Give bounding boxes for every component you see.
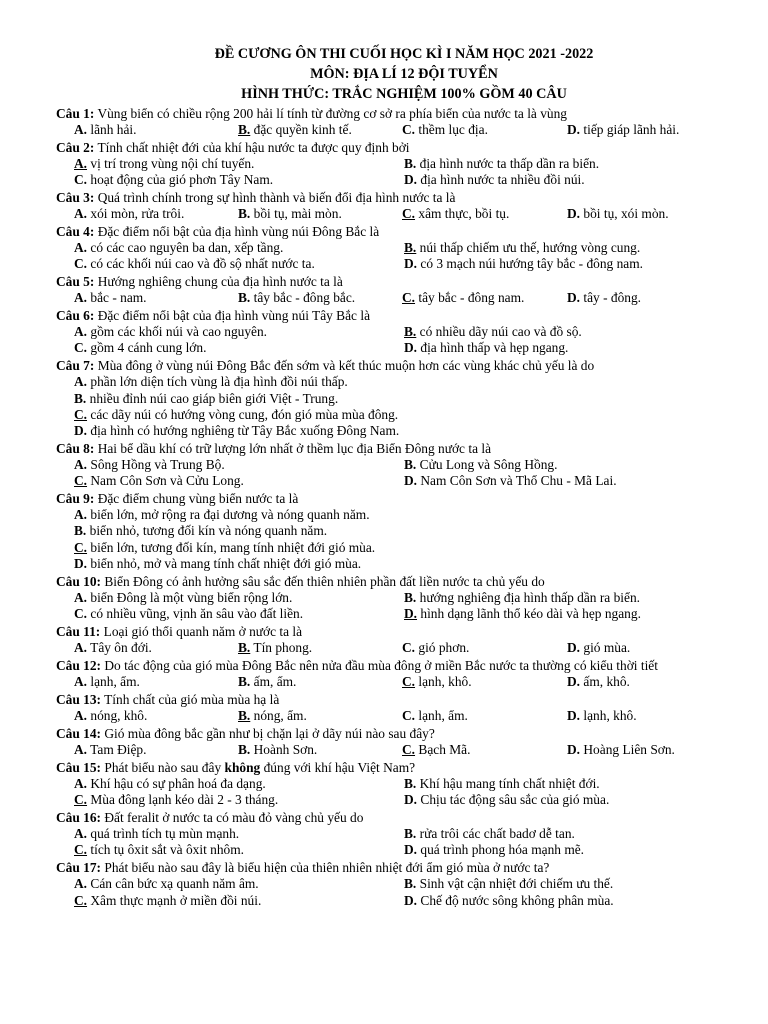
answer-option [567, 122, 722, 138]
answer-letter: B. [404, 776, 417, 792]
answer-letter: C. [402, 121, 416, 137]
question-text: Hai bể dầu khí có trữ lượng lớn nhất ở thềm lục địa Biển Đông nước ta là [97, 440, 492, 456]
answer-option [238, 290, 402, 306]
answer-letter-correct: C. [402, 206, 416, 221]
answer-letter: B. [404, 876, 417, 892]
answer-letter: A. [74, 708, 88, 724]
answer-letter: A. [74, 290, 88, 306]
answer-letter: C. [74, 606, 88, 622]
answer-option [74, 507, 722, 523]
answer-option [404, 240, 722, 256]
answer-letter: D. [567, 290, 581, 306]
question-stem [56, 441, 722, 457]
answer-option [402, 122, 567, 138]
question-text: Đặc điểm nổi bật của địa hình vùng núi Tây Bắc là [97, 308, 371, 323]
answer-text: Sinh vật cận nhiệt đới chiếm ưu thế. [419, 876, 614, 892]
answer-option [567, 206, 722, 222]
answer-letter: A. [74, 457, 88, 473]
answer-text: thềm lục địa. [418, 121, 488, 137]
answer-text: nhiều đỉnh núi cao giáp biên giới Việt - Trung. [89, 390, 339, 406]
answer-option [404, 792, 722, 808]
answer-letter: B. [238, 674, 251, 690]
answer-option [74, 523, 722, 539]
answer-text: Hoành Sơn. [253, 742, 318, 758]
question-number: Câu 6: [56, 308, 95, 323]
answer-option [238, 708, 402, 724]
document-header [56, 44, 722, 104]
question-stem [56, 190, 722, 206]
answer-letter: B. [74, 523, 87, 539]
answer-letter: D. [567, 640, 581, 656]
answer-letter: A. [74, 507, 88, 523]
question-number: Câu 9: [56, 491, 95, 507]
answer-options [56, 640, 722, 656]
question-stem [56, 140, 722, 156]
answer-letter-correct: C. [74, 473, 88, 489]
question-text: Hướng nghiêng chung của địa hình nước ta là [97, 274, 343, 289]
answer-option [238, 742, 402, 758]
answer-letter: D. [404, 340, 418, 356]
answer-letter-correct: C. [74, 792, 88, 808]
question-item [56, 190, 722, 222]
answer-letter: A. [74, 121, 88, 137]
answer-options [56, 742, 722, 758]
answer-letter-correct: C. [74, 842, 88, 858]
question-item [56, 810, 722, 859]
question-number: Câu 10: [56, 573, 102, 589]
answer-text: ấm, khô. [583, 674, 630, 690]
answer-options [56, 122, 722, 138]
question-stem [56, 106, 722, 122]
question-number: Câu 12: [56, 657, 102, 673]
answer-text: Sông Hồng và Trung Bộ. [90, 457, 225, 473]
answer-letter: A. [74, 206, 88, 221]
answer-text: có các cao nguyên ba dan, xếp tầng. [90, 240, 284, 255]
answer-option [238, 122, 402, 138]
answer-option [74, 340, 404, 356]
answer-option [74, 473, 404, 489]
answer-option [404, 172, 722, 188]
question-number: Câu 1: [56, 105, 95, 121]
question-stem [56, 274, 722, 290]
question-item [56, 441, 722, 490]
question-item [56, 574, 722, 623]
answer-option [402, 290, 567, 306]
answer-text: Cán cân bức xạ quanh năm âm. [90, 876, 259, 892]
answer-text: tích tụ ôxit sắt và ôxit nhôm. [90, 842, 244, 858]
answer-letter-correct: B. [238, 121, 251, 137]
answer-text: tây bắc - đông bắc. [253, 290, 356, 306]
answer-text: lạnh, khô. [583, 708, 637, 724]
answer-letter: D. [567, 206, 581, 221]
header-format: HÌNH THỨC: TRẮC NGHIỆM 100% GỒM 40 CÂU [241, 86, 567, 102]
answer-letter: C. [402, 640, 416, 656]
answer-options [56, 826, 722, 858]
answer-text: Nam Côn Sơn và Thổ Chu - Mã Lai. [420, 473, 617, 489]
answer-letter-correct: B. [404, 240, 417, 255]
header-subject: MÔN: ĐỊA LÍ 12 ĐỘI TUYỂN [310, 66, 498, 82]
answer-letter-correct: C. [74, 539, 88, 555]
answer-option [238, 674, 402, 690]
answer-option [74, 290, 238, 306]
answer-option [404, 156, 722, 172]
answer-option [74, 391, 722, 407]
answer-letter: D. [404, 792, 418, 808]
answer-option [74, 156, 404, 172]
question-text: Gió mùa đông bắc gần như bị chặn lại ở dãy núi nào sau đây? [104, 725, 435, 741]
question-text: Tính chất của gió mùa mùa hạ là [104, 691, 280, 707]
question-item [56, 308, 722, 357]
answer-text: gồm các khối núi và cao nguyên. [90, 324, 268, 340]
answer-text: tây bắc - đông nam. [418, 290, 525, 306]
answer-option [402, 640, 567, 656]
answer-options [56, 776, 722, 808]
answer-letter-correct: B. [238, 640, 251, 656]
answer-text: gồm 4 cánh cung lớn. [90, 340, 207, 356]
answer-option [74, 457, 404, 473]
question-text: Mùa đông ở vùng núi Đông Bắc đến sớm và kết thúc muộn hơn các vùng khác chủ yếu là do [97, 358, 595, 374]
answer-option [404, 893, 722, 909]
question-text: Quá trình chính trong sự hình thành và biến đổi địa hình nước ta là [97, 189, 456, 205]
answer-text: gió phơn. [418, 640, 470, 656]
answer-letter: A. [74, 640, 88, 656]
question-number: Câu 15: [56, 759, 102, 775]
question-item [56, 106, 722, 138]
question-text: Đặc điểm chung vùng biển nước ta là [97, 491, 299, 507]
question-text: Loại gió thổi quanh năm ở nước ta là [103, 623, 303, 639]
answer-letter: D. [74, 555, 88, 571]
question-item [56, 224, 722, 273]
question-stem [56, 574, 722, 590]
answer-letter: B. [404, 826, 417, 842]
answer-text: nóng, khô. [90, 708, 148, 724]
question-item [56, 274, 722, 306]
answer-letter: A. [74, 876, 88, 892]
question-stem [56, 224, 722, 240]
answer-option [74, 423, 722, 439]
answer-text: tiếp giáp lãnh hải. [583, 121, 680, 137]
answer-text: Hoàng Liên Sơn. [583, 742, 675, 758]
answer-option [74, 556, 722, 572]
answer-text: phần lớn diện tích vùng là địa hình đồi núi thấp. [90, 374, 348, 390]
answer-option [404, 842, 722, 858]
answer-option [74, 172, 404, 188]
answer-text: hướng nghiêng địa hình thấp dần ra biển. [419, 589, 640, 605]
answer-letter: D. [404, 473, 418, 489]
question-stem [56, 308, 722, 324]
question-number: Câu 8: [56, 440, 95, 456]
answer-text: rửa trôi các chất badơ dễ tan. [419, 826, 575, 842]
answer-option [404, 826, 722, 842]
question-number: Câu 16: [56, 810, 102, 826]
answer-option [402, 206, 567, 222]
answer-text: biển lớn, tương đối kín, mang tính nhiệt đới gió mùa. [90, 539, 376, 555]
answer-text: nóng, ẩm. [253, 708, 307, 724]
question-text: Phát biểu nào sau đây [104, 759, 222, 775]
answer-letter: D. [567, 708, 581, 724]
answer-letter-correct: C. [402, 290, 416, 306]
answer-option [404, 324, 722, 340]
answer-letter-correct: C. [74, 892, 88, 908]
question-number: Câu 14: [56, 725, 102, 741]
answer-text: Tây ôn đới. [90, 640, 152, 656]
answer-text: địa hình nước ta thấp dần ra biển. [419, 155, 600, 171]
answer-option [404, 776, 722, 792]
question-number: Câu 5: [56, 274, 95, 289]
answer-options [56, 708, 722, 724]
answer-option [404, 876, 722, 892]
answer-option [74, 842, 404, 858]
answer-text: lãnh hải. [90, 121, 137, 137]
answer-letter: B. [404, 589, 417, 605]
answer-letter: A. [74, 240, 88, 255]
answer-text: Tín phong. [253, 640, 313, 656]
answer-text: Tam Điệp. [90, 742, 147, 758]
answer-option [74, 407, 722, 423]
answer-text: lạnh, ẩm. [90, 674, 140, 690]
answer-text: địa hình nước ta nhiều đồi núi. [420, 172, 585, 187]
question-stem [56, 760, 722, 776]
answer-letter: D. [404, 172, 418, 187]
answer-option [567, 290, 722, 306]
answer-text: hoạt động của gió phơn Tây Nam. [90, 172, 274, 187]
answer-text: biển nhỏ, mở và mang tính chất nhiệt đới gió mùa. [90, 555, 362, 571]
answer-letter-correct: A. [74, 155, 88, 171]
answer-text: Khí hậu mang tính chất nhiệt đới. [419, 776, 600, 792]
answer-text: Khí hậu có sự phân hoá đa dạng. [90, 776, 266, 792]
answer-letter: D. [567, 121, 581, 137]
question-item [56, 358, 722, 439]
question-text: Phát biểu nào sau đây là biểu hiện của thiên nhiên nhiệt đới ẩm gió mùa ở nước ta? [104, 860, 550, 876]
answer-text: bồi tụ, xói mòn. [583, 206, 669, 221]
answer-option [404, 590, 722, 606]
answer-option [74, 826, 404, 842]
question-text: Do tác động của gió mùa Đông Bắc nên nửa đầu mùa đông ở miền Bắc nước ta thường có kiểu thời tiết [104, 657, 658, 673]
question-number: Câu 2: [56, 139, 95, 155]
question-text: Đặc điểm nổi bật của địa hình vùng núi Đông Bắc là [97, 223, 380, 239]
answer-option [404, 473, 722, 489]
question-text: Biển Đông có ảnh hưởng sâu sắc đến thiên nhiên phần đất liền nước ta chủ yếu do [104, 573, 545, 589]
answer-option [74, 776, 404, 792]
answer-text: Bạch Mã. [418, 742, 471, 758]
answer-letter-correct: B. [238, 708, 251, 724]
question-stem [56, 726, 722, 742]
answer-letter: B. [404, 457, 417, 473]
question-text: Vùng biển có chiều rộng 200 hải lí tính từ đường cơ sở ra phía biển của nước ta là vùng [97, 105, 567, 121]
answer-option [404, 457, 722, 473]
question-stem [56, 624, 722, 640]
answer-text: đặc quyền kinh tế. [253, 121, 352, 137]
answer-letter: D. [567, 742, 581, 758]
answer-letter: D. [404, 842, 418, 858]
question-number: Câu 13: [56, 691, 102, 707]
answer-text: ấm, ẩm. [253, 674, 297, 690]
question-stem [56, 358, 722, 374]
answer-text: Nam Côn Sơn và Cửu Long. [90, 473, 244, 489]
question-number: Câu 11: [56, 623, 101, 639]
answer-letter: C. [74, 172, 88, 187]
question-stem [56, 810, 722, 826]
answer-option [567, 640, 722, 656]
answer-letter: A. [74, 674, 88, 690]
answer-option [74, 590, 404, 606]
answer-option [567, 674, 722, 690]
answer-letter-correct: B. [404, 324, 417, 340]
answer-text: biển lớn, mở rộng ra đại dương và nóng quanh năm. [90, 507, 370, 523]
answer-letter: D. [74, 423, 88, 439]
answer-letter: A. [74, 589, 88, 605]
answer-letter: B. [404, 155, 417, 171]
answer-letter: B. [238, 742, 251, 758]
answer-letter: D. [567, 674, 581, 690]
answer-option [74, 324, 404, 340]
answer-text: lạnh, ẩm. [418, 708, 468, 724]
answer-text: có nhiều dãy núi cao và đồ sộ. [419, 324, 582, 340]
answer-letter: C. [74, 256, 88, 272]
answer-letter: A. [74, 324, 88, 340]
answer-letter: B. [74, 390, 87, 406]
answer-text: Cửu Long và Sông Hồng. [419, 457, 558, 473]
answer-text: quá trình tích tụ mùn mạnh. [90, 826, 240, 842]
question-list [56, 106, 722, 909]
answer-option [238, 206, 402, 222]
question-item [56, 860, 722, 909]
answer-letter: C. [74, 340, 88, 356]
answer-text: xâm thực, bồi tụ. [418, 206, 510, 221]
answer-option [74, 876, 404, 892]
answer-text: bồi tụ, mài mòn. [253, 206, 342, 221]
question-text-emphasis: không [224, 759, 261, 775]
question-number: Câu 4: [56, 223, 95, 239]
question-item [56, 624, 722, 656]
answer-options [56, 457, 722, 489]
question-number: Câu 3: [56, 189, 95, 205]
answer-letter: A. [74, 374, 88, 390]
answer-text: Chế độ nước sông không phân mùa. [420, 892, 614, 908]
question-number: Câu 7: [56, 358, 95, 374]
answer-text: có các khối núi cao và đồ sộ nhất nước ta. [90, 256, 315, 272]
answer-letter: D. [404, 256, 418, 272]
answer-text: địa hình có hướng nghiêng từ Tây Bắc xuống Đông Nam. [90, 423, 400, 439]
answer-text: Xâm thực mạnh ở miền đồi núi. [90, 892, 262, 908]
answer-option [238, 640, 402, 656]
answer-option [74, 540, 722, 556]
answer-text: hình dạng lãnh thổ kéo dài và hẹp ngang. [420, 606, 641, 622]
answer-option [402, 708, 567, 724]
question-stem [56, 491, 722, 507]
answer-option [74, 640, 238, 656]
answer-option [74, 240, 404, 256]
answer-text: bắc - nam. [90, 290, 147, 306]
answer-letter-correct: C. [402, 674, 416, 690]
answer-option [74, 122, 238, 138]
answer-options [56, 156, 722, 188]
question-stem [56, 692, 722, 708]
answer-options [56, 507, 722, 572]
answer-letter: B. [238, 290, 251, 306]
header-title: ĐỀ CƯƠNG ÔN THI CUỐI HỌC KÌ I NĂM HỌC 2021 -2022 [214, 46, 594, 62]
answer-letter: C. [402, 708, 416, 724]
answer-text: lạnh, khô. [418, 674, 472, 690]
answer-options [56, 374, 722, 439]
answer-letter: B. [238, 206, 251, 221]
question-item [56, 658, 722, 690]
answer-text: biển Đông là một vùng biển rộng lớn. [90, 589, 293, 605]
answer-text: quá trình phong hóa mạnh mẽ. [420, 842, 585, 858]
answer-option [74, 792, 404, 808]
answer-option [404, 340, 722, 356]
answer-option [402, 742, 567, 758]
question-item [56, 692, 722, 724]
answer-letter-correct: C. [402, 742, 416, 758]
answer-letter: D. [404, 892, 418, 908]
answer-option [74, 606, 404, 622]
answer-options [56, 324, 722, 356]
answer-options [56, 876, 722, 908]
answer-option [74, 708, 238, 724]
answer-text: biển nhỏ, tương đối kín và nóng quanh năm. [89, 523, 328, 539]
answer-option [74, 674, 238, 690]
question-stem [56, 860, 722, 876]
answer-option [74, 206, 238, 222]
answer-option [402, 674, 567, 690]
answer-letter: A. [74, 742, 88, 758]
answer-options [56, 240, 722, 272]
question-text: Đất feralit ở nước ta có màu đỏ vàng chủ yếu do [104, 810, 364, 826]
answer-option [74, 742, 238, 758]
question-text: đúng với khí hậu Việt Nam? [263, 759, 416, 775]
answer-option [404, 256, 722, 272]
answer-option [74, 256, 404, 272]
answer-letter-correct: C. [74, 406, 88, 422]
question-item [56, 140, 722, 189]
answer-text: có nhiều vũng, vịnh ăn sâu vào đất liền. [90, 606, 304, 622]
question-item [56, 491, 722, 572]
answer-option [567, 708, 722, 724]
answer-text: tây - đông. [583, 290, 642, 306]
answer-option [404, 606, 722, 622]
answer-option [567, 742, 722, 758]
answer-options [56, 590, 722, 622]
answer-text: có 3 mạch núi hướng tây bắc - đông nam. [420, 256, 643, 272]
question-stem [56, 658, 722, 674]
answer-text: Mùa đông lạnh kéo dài 2 - 3 tháng. [90, 792, 279, 808]
question-item [56, 726, 722, 758]
question-text: Tính chất nhiệt đới của khí hậu nước ta được quy định bởi [97, 139, 410, 155]
answer-options [56, 206, 722, 222]
answer-text: núi thấp chiếm ưu thế, hướng vòng cung. [419, 240, 641, 255]
answer-text: vị trí trong vùng nội chí tuyến. [90, 155, 255, 171]
answer-text: địa hình thấp và hẹp ngang. [420, 340, 569, 356]
answer-options [56, 290, 722, 306]
question-number: Câu 17: [56, 860, 102, 876]
answer-text: xói mòn, rửa trôi. [90, 206, 185, 221]
answer-text: Chịu tác động sâu sắc của gió mùa. [420, 792, 610, 808]
answer-text: các dãy núi có hướng vòng cung, đón gió mùa mùa đông. [90, 406, 399, 422]
answer-option [74, 374, 722, 390]
answer-letter: A. [74, 826, 88, 842]
answer-text: gió mùa. [583, 640, 631, 656]
answer-letter-correct: D. [404, 606, 418, 622]
answer-options [56, 674, 722, 690]
answer-option [74, 893, 404, 909]
question-item [56, 760, 722, 809]
answer-letter: A. [74, 776, 88, 792]
